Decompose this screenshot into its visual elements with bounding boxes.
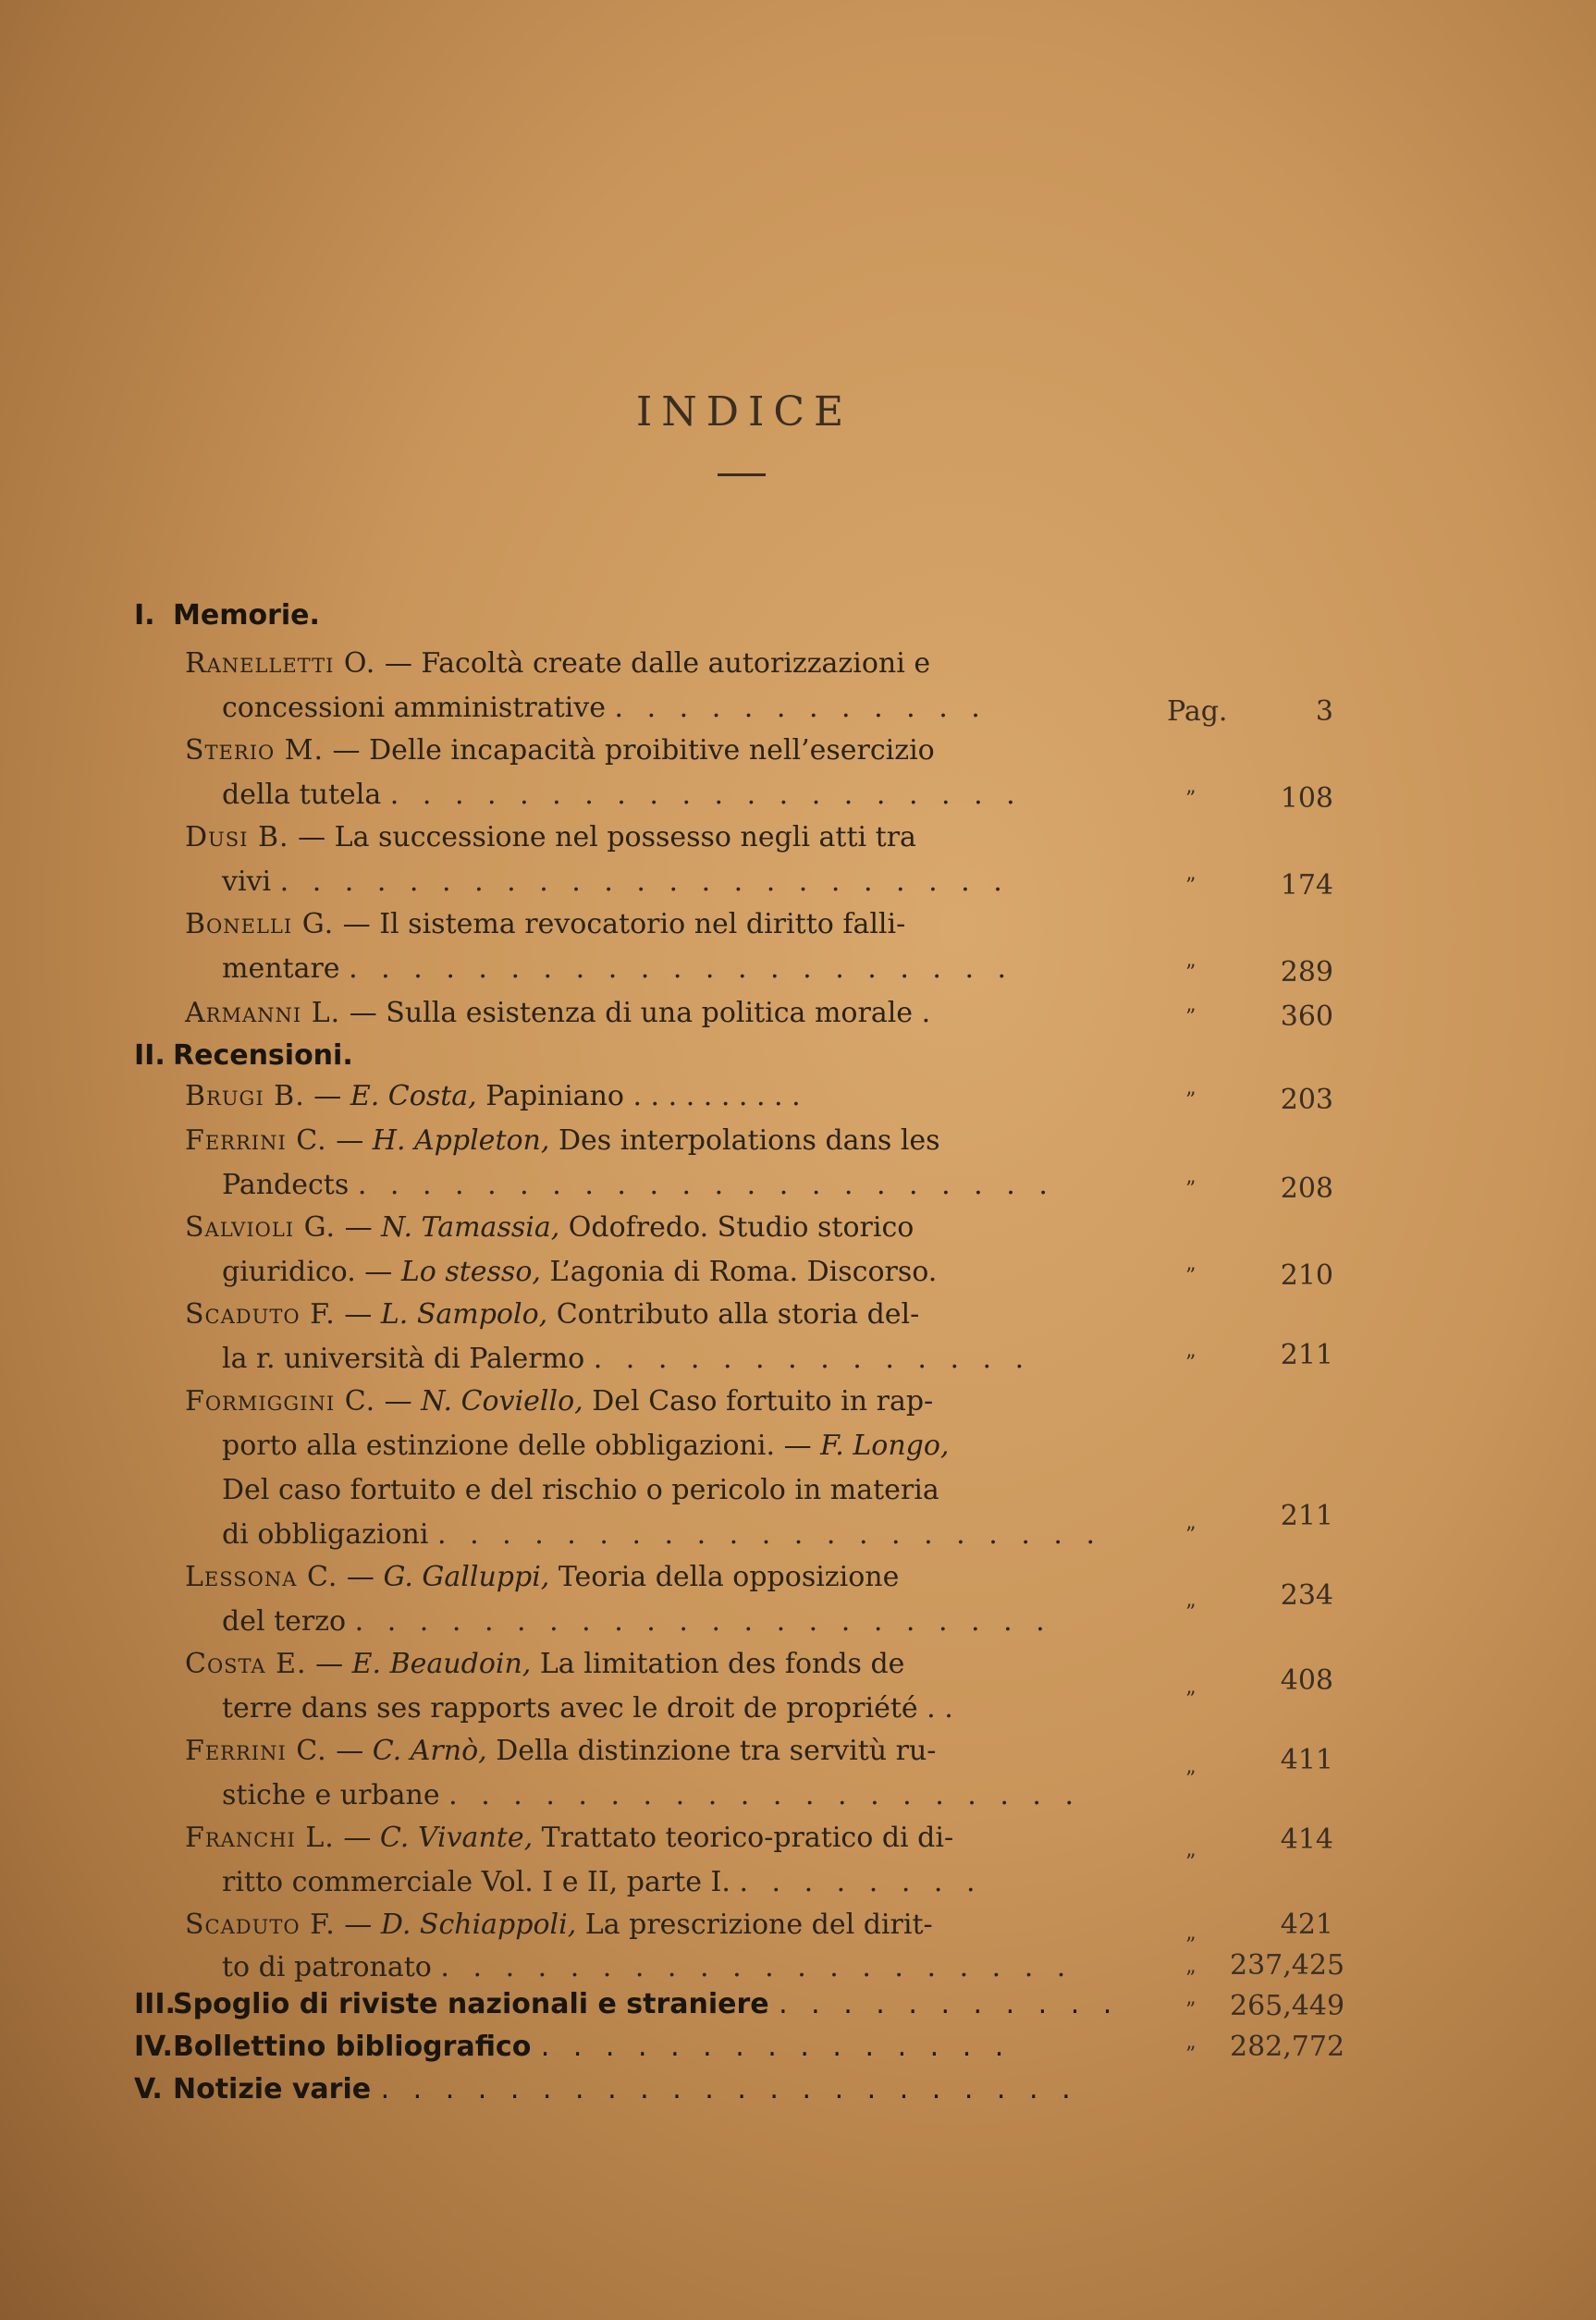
page-number: 208 xyxy=(1280,1172,1333,1205)
entry-line: Pandects . . . . . . . . . . . . . . . . . . . . . . xyxy=(222,1169,1055,1201)
entry-line: Formiggini C. — N. Coviello, Del Caso fortuito in rap- xyxy=(185,1385,934,1418)
page-number: 414 xyxy=(1280,1823,1333,1856)
ditto-mark: ” xyxy=(1185,1999,1197,2022)
entry-line: Sterio M. — Delle incapacità proibitive nell’esercizio xyxy=(185,734,935,767)
section-memorie: I. Memorie. xyxy=(134,599,320,632)
entry-line: vivi . . . . . . . . . . . . . . . . . . . . . . . xyxy=(222,865,1010,898)
entry-line: Scaduto F. — L. Sampolo, Contributo alla storia del- xyxy=(185,1298,920,1331)
entry-line: mentare . . . . . . . . . . . . . . . . . . . . . xyxy=(222,952,1014,985)
entry-line: Lessona C. — G. Galluppi, Teoria della opposizione xyxy=(185,1561,900,1593)
entry-line: la r. università di Palermo . . . . . . . . . . . . . . xyxy=(222,1343,1032,1375)
entry-line: Bonelli G. — Il sistema revocatorio nel diritto falli- xyxy=(185,908,906,940)
entry-line: to di patronato . . . . . . . . . . . . . . . . . . . . xyxy=(222,1951,1074,1983)
page-number: 421 xyxy=(1280,1909,1333,1941)
entry-line: Ferrini C. — C. Arnò, Della distinzione tra servitù ru- xyxy=(185,1735,937,1767)
entry-line: terre dans ses rapports avec le droit de propriété . . xyxy=(222,1692,953,1725)
entry-line: Ferrini C. — H. Appleton, Des interpolations dans les xyxy=(185,1124,940,1157)
section-spoglio: III.Spoglio di riviste nazionali e straniere . . . . . . . . . . . xyxy=(134,1988,1120,2020)
page-number: 108 xyxy=(1280,782,1333,815)
page-number: 174 xyxy=(1280,869,1333,902)
ditto-mark: ” xyxy=(1185,1602,1197,1625)
entry-line: di obbligazioni . . . . . . . . . . . . . . . . . . . . . xyxy=(222,1518,1102,1551)
ditto-mark: ” xyxy=(1185,788,1197,811)
title-rule xyxy=(718,473,766,476)
ditto-mark: ” xyxy=(1185,1768,1197,1791)
section-notizie: V. Notizie varie . . . . . . . . . . . . . . . . . . . . . . xyxy=(134,2073,1078,2105)
page-number: 408 xyxy=(1280,1664,1333,1697)
page-title: INDICE xyxy=(635,388,853,436)
entry-line: Salvioli G. — N. Tamassia, Odofredo. Studio storico xyxy=(185,1211,915,1244)
ditto-mark: ” xyxy=(1185,875,1197,898)
ditto-mark: ” xyxy=(1185,1688,1197,1712)
ditto-mark: ” xyxy=(1185,1851,1197,1874)
entry-line: ritto commerciale Vol. I e II, parte I. . . . . . . . . xyxy=(222,1866,983,1898)
page-number: 360 xyxy=(1280,1000,1333,1033)
page-number: 265,449 xyxy=(1230,1990,1345,2022)
page-number: 237,425 xyxy=(1230,1949,1345,1982)
page-number: 289 xyxy=(1280,956,1333,988)
entry-line: Scaduto F. — D. Schiappoli, La prescrizione del dirit- xyxy=(185,1909,933,1941)
entry-line: della tutela . . . . . . . . . . . . . . . . . . . . xyxy=(222,779,1023,811)
page-number: 282,772 xyxy=(1230,2031,1345,2063)
page-number: 210 xyxy=(1280,1259,1333,1292)
ditto-mark: ” xyxy=(1185,1968,1197,1991)
entry-line: Franchi L. — C. Vivante, Trattato teorico-pratico di di- xyxy=(185,1822,954,1854)
ditto-mark: ” xyxy=(1185,962,1197,985)
ditto-mark: ” xyxy=(1185,1934,1197,1958)
ditto-mark: ” xyxy=(1185,1524,1197,1547)
ditto-mark: ” xyxy=(1185,1178,1197,1201)
page-number: 211 xyxy=(1280,1500,1333,1532)
ditto-mark: ” xyxy=(1185,1089,1197,1112)
ditto-mark: ” xyxy=(1185,2044,1197,2067)
page-label: Pag. xyxy=(1167,695,1228,728)
page-number: 3 xyxy=(1315,695,1333,728)
page-number: 203 xyxy=(1280,1084,1333,1116)
section-recensioni: II. Recensioni. xyxy=(134,1039,353,1072)
entry-line: Ranelletti O. — Facoltà create dalle autorizzazioni e xyxy=(185,647,931,680)
ditto-mark: ” xyxy=(1185,1006,1197,1029)
entry-line: giuridico. — Lo stesso, L’agonia di Roma. Discorso. xyxy=(222,1256,938,1288)
entry-line: Dusi B. — La successione nel possesso negli atti tra xyxy=(185,821,916,853)
entry-line: stiche e urbane . . . . . . . . . . . . . . . . . . . . xyxy=(222,1779,1082,1811)
section-bollettino: IV.Bollettino bibliografico . . . . . . . . . . . . . . . xyxy=(134,2031,1012,2063)
entry-line: Costa E. — E. Beaudoin, La limitation des fonds de xyxy=(185,1648,905,1680)
entry-line: del terzo . . . . . . . . . . . . . . . . . . . . . . xyxy=(222,1605,1052,1638)
ditto-mark: ” xyxy=(1185,1265,1197,1288)
entry-line: Del caso fortuito e del rischio o pericolo in materia xyxy=(222,1474,939,1506)
entry-line: Brugi B. — E. Costa, Papiniano . . . . . . . . . . xyxy=(185,1080,801,1112)
entry-line: concessioni amministrative . . . . . . . . . . . . xyxy=(222,692,988,724)
ditto-mark: ” xyxy=(1185,1352,1197,1375)
page-number: 211 xyxy=(1280,1339,1333,1371)
page-number: 234 xyxy=(1280,1579,1333,1612)
entry-line: Armanni L. — Sulla esistenza di una politica morale . xyxy=(185,997,931,1029)
entry-line: porto alla estinzione delle obbligazioni. — F. Longo, xyxy=(222,1430,950,1462)
page-number: 411 xyxy=(1280,1744,1333,1776)
